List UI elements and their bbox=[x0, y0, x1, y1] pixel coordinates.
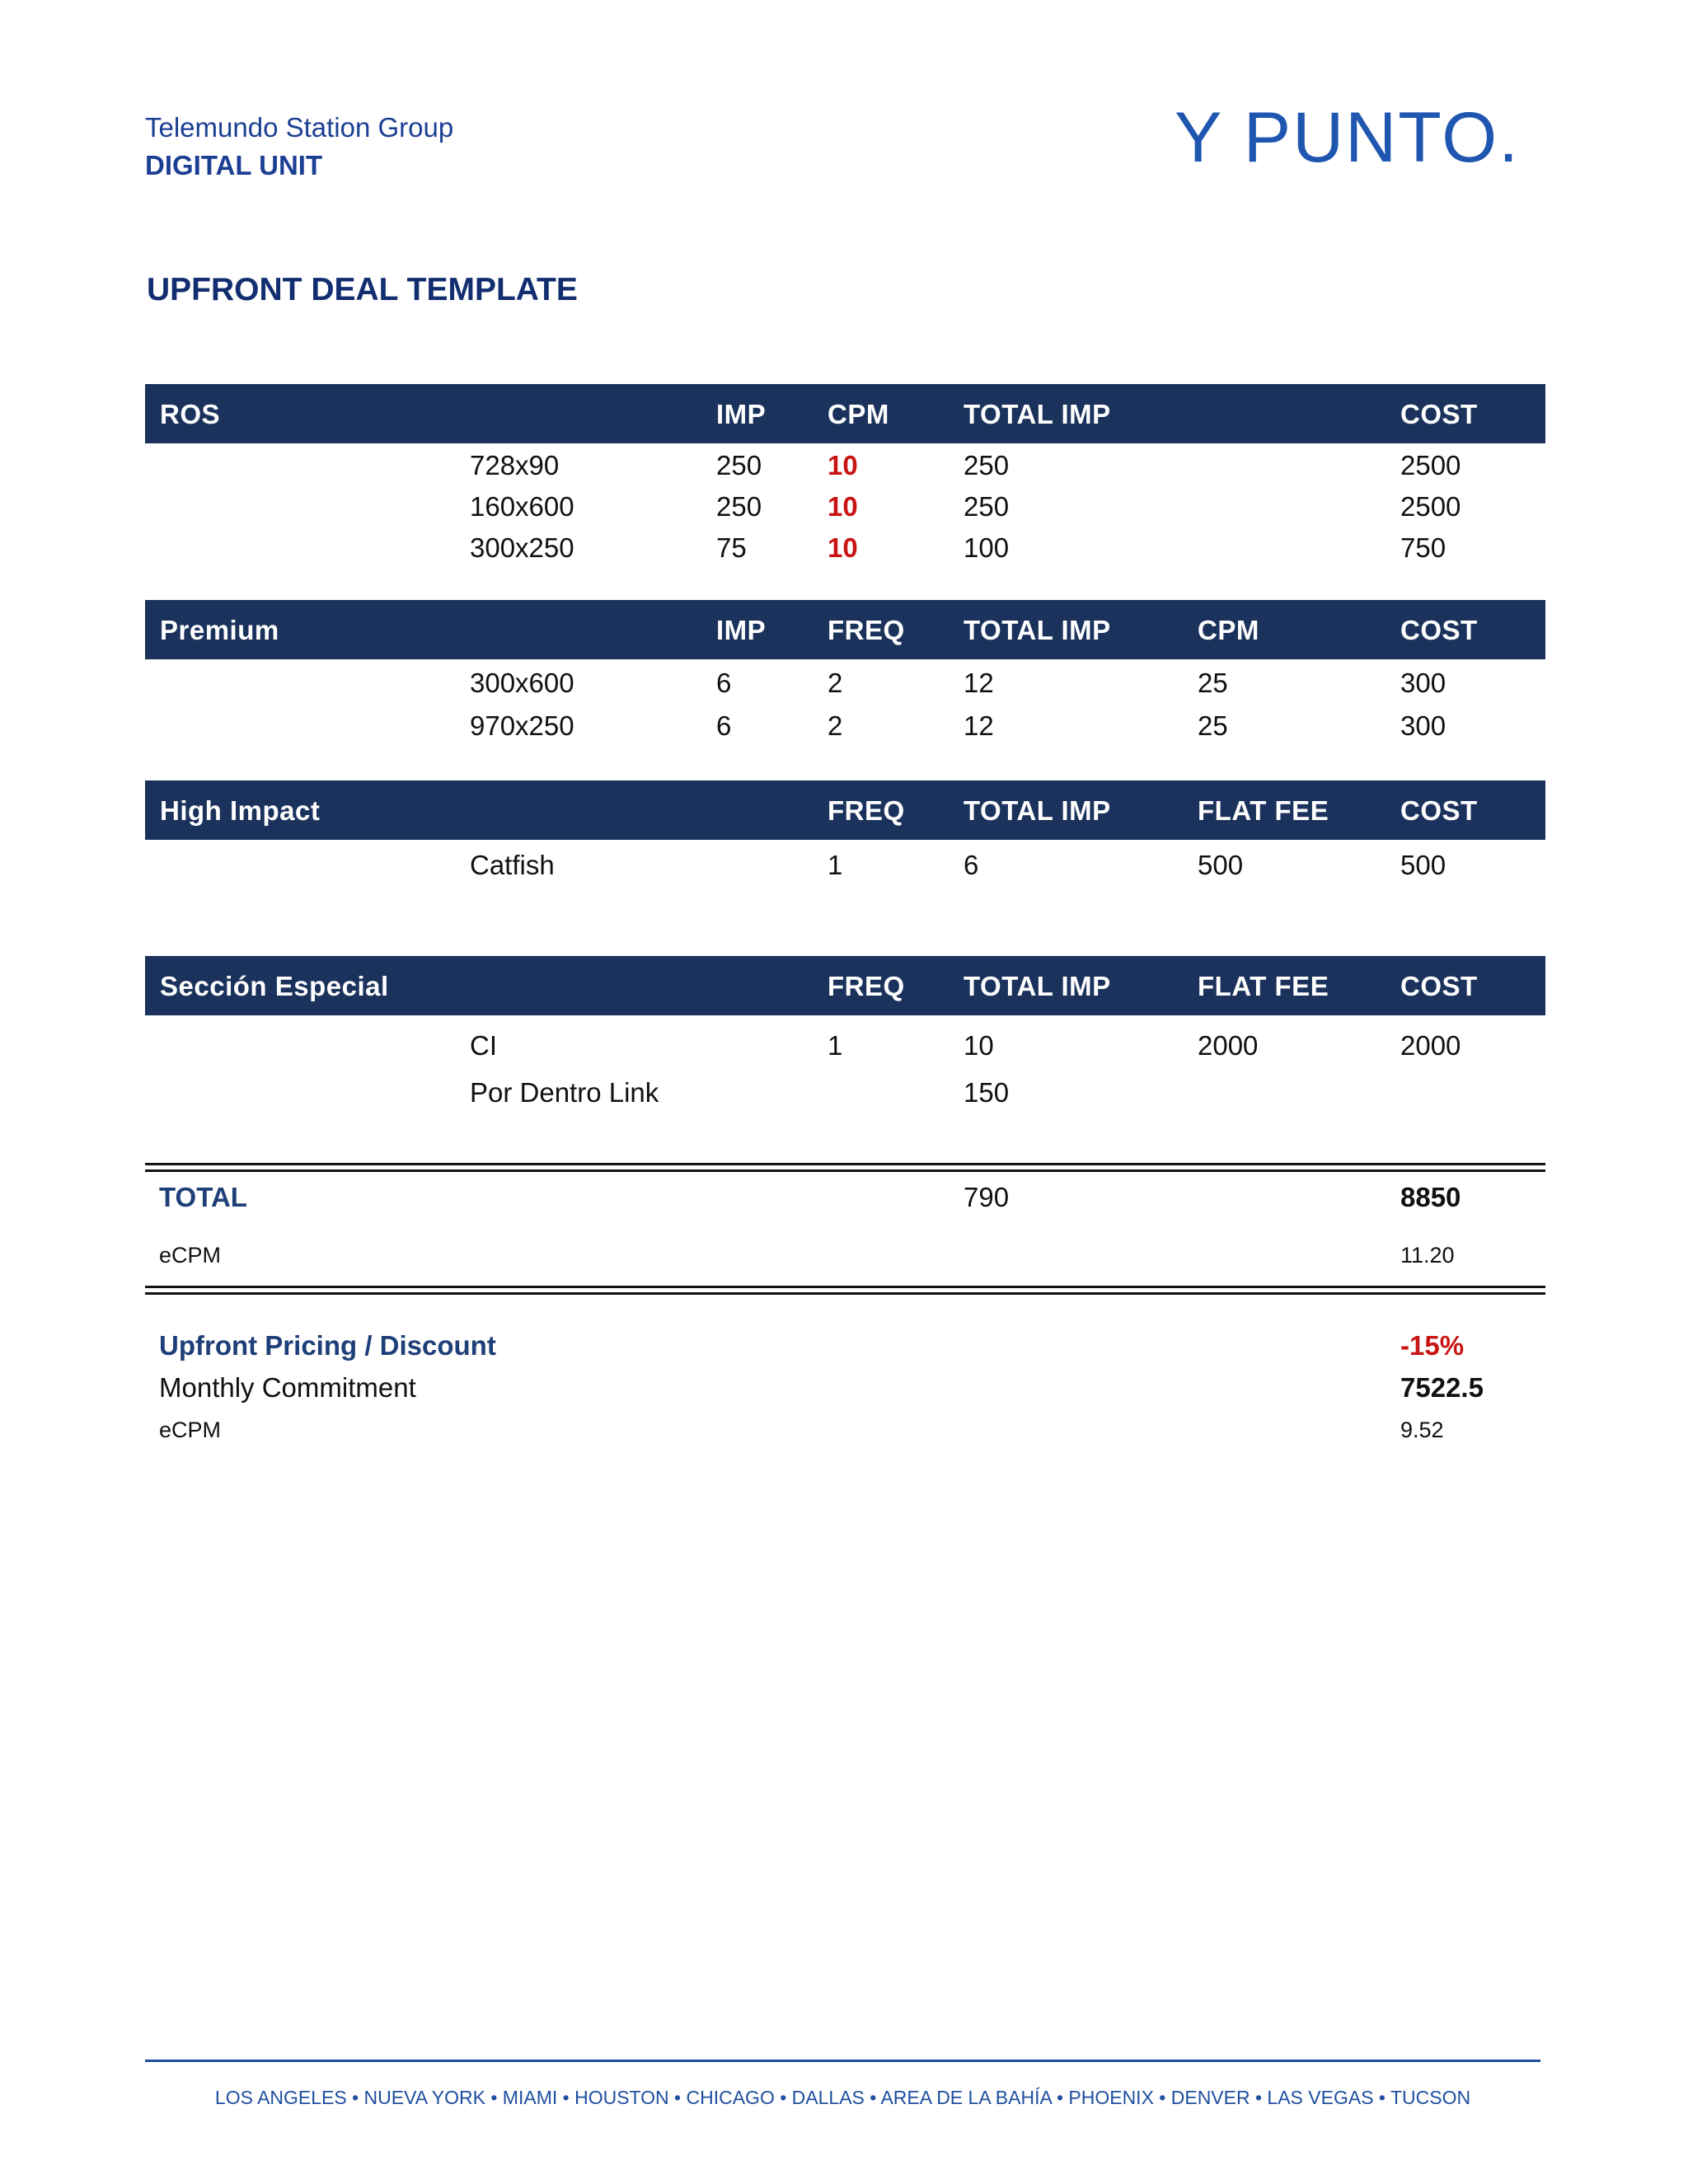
ros-header-band bbox=[145, 384, 1545, 443]
ad-size: 728x90 bbox=[470, 450, 560, 480]
cpm-value: 25 bbox=[1198, 710, 1228, 741]
premium-section-label: Premium bbox=[160, 615, 279, 645]
col-freq-header: FREQ bbox=[828, 795, 905, 826]
cpm-value: 25 bbox=[1198, 668, 1228, 698]
org-name: Telemundo Station Group bbox=[145, 112, 454, 143]
cost-value: 2500 bbox=[1400, 491, 1461, 522]
cost-value: 2500 bbox=[1400, 450, 1461, 480]
brand-logo: Y PUNTO. bbox=[1175, 98, 1521, 177]
col-total-imp-header: TOTAL IMP bbox=[964, 971, 1111, 1001]
col-freq-header: FREQ bbox=[828, 615, 905, 645]
freq-value: 2 bbox=[828, 668, 843, 698]
freq-value: 1 bbox=[828, 1030, 843, 1061]
col-freq-header: FREQ bbox=[828, 971, 905, 1001]
col-total-imp-header: TOTAL IMP bbox=[964, 615, 1111, 645]
document-title: UPFRONT DEAL TEMPLATE bbox=[147, 272, 578, 307]
cpm-value: 10 bbox=[828, 450, 858, 480]
monthly-commitment-label: Monthly Commitment bbox=[159, 1372, 416, 1403]
unit-name: DIGITAL UNIT bbox=[145, 150, 323, 180]
high-impact-header-band bbox=[145, 780, 1545, 840]
total-imp-value: 250 bbox=[964, 450, 1010, 480]
cost-value: 500 bbox=[1400, 850, 1447, 880]
total-imp-value: 100 bbox=[964, 532, 1010, 563]
total-divider-top-2 bbox=[145, 1169, 1545, 1172]
total-imp-value: 6 bbox=[964, 850, 979, 880]
cost-value: 300 bbox=[1400, 710, 1447, 741]
total-imp-value: 12 bbox=[964, 710, 994, 741]
total-divider-bottom-2 bbox=[145, 1292, 1545, 1295]
placement-name: Por Dentro Link bbox=[470, 1077, 659, 1108]
placement-name: CI bbox=[470, 1030, 497, 1061]
monthly-commitment-value: 7522.5 bbox=[1400, 1372, 1484, 1403]
footer-divider bbox=[145, 2060, 1540, 2062]
upfront-pricing-label: Upfront Pricing / Discount bbox=[159, 1330, 496, 1361]
total-divider-top bbox=[145, 1163, 1545, 1165]
col-cost-header: COST bbox=[1400, 615, 1478, 645]
ad-size: 300x250 bbox=[470, 532, 574, 563]
total-imp-value: 12 bbox=[964, 668, 994, 698]
ad-size: 160x600 bbox=[470, 491, 574, 522]
imp-value: 250 bbox=[716, 491, 762, 522]
ecpm-label: eCPM bbox=[159, 1243, 222, 1268]
imp-value: 6 bbox=[716, 710, 732, 741]
high-impact-section-label: High Impact bbox=[160, 795, 321, 826]
col-cost-header: COST bbox=[1400, 971, 1478, 1001]
upfront-ecpm-label: eCPM bbox=[159, 1418, 222, 1442]
total-imp-value: 250 bbox=[964, 491, 1010, 522]
footer-cities: LOS ANGELES • NUEVA YORK • MIAMI • HOUSTON • CHICAGO • DALLAS • AREA DE LA BAHÍA • PHOENIX • DENVER • LAS VEGAS • TUCSON bbox=[214, 2087, 1471, 2108]
total-divider-bottom bbox=[145, 1286, 1545, 1288]
col-total-imp-header: TOTAL IMP bbox=[964, 399, 1111, 429]
flat-fee-value: 500 bbox=[1198, 850, 1244, 880]
imp-value: 75 bbox=[716, 532, 747, 563]
ros-section-label: ROS bbox=[160, 399, 221, 429]
premium-header-band bbox=[145, 600, 1545, 659]
col-cost-header: COST bbox=[1400, 795, 1478, 826]
placement-name: Catfish bbox=[470, 850, 555, 880]
ecpm-value: 11.20 bbox=[1400, 1243, 1455, 1268]
ad-size: 300x600 bbox=[470, 668, 574, 698]
col-imp-header: IMP bbox=[716, 615, 767, 645]
freq-value: 2 bbox=[828, 710, 843, 741]
cpm-value: 10 bbox=[828, 532, 858, 563]
total-cost-sum: 8850 bbox=[1400, 1182, 1461, 1212]
ad-size: 970x250 bbox=[470, 710, 574, 741]
col-cost-header: COST bbox=[1400, 399, 1478, 429]
flat-fee-value: 2000 bbox=[1198, 1030, 1259, 1061]
cost-value: 750 bbox=[1400, 532, 1447, 563]
col-total-imp-header: TOTAL IMP bbox=[964, 795, 1111, 826]
imp-value: 6 bbox=[716, 668, 732, 698]
upfront-ecpm-value: 9.52 bbox=[1400, 1418, 1444, 1442]
seccion-especial-header-band bbox=[145, 956, 1545, 1015]
col-flat-fee-header: FLAT FEE bbox=[1198, 795, 1329, 826]
total-imp-value: 150 bbox=[964, 1077, 1010, 1108]
cpm-value: 10 bbox=[828, 491, 858, 522]
total-label: TOTAL bbox=[159, 1182, 247, 1212]
col-cpm-header: CPM bbox=[828, 399, 889, 429]
total-imp-sum: 790 bbox=[964, 1182, 1010, 1212]
cost-value: 300 bbox=[1400, 668, 1447, 698]
total-imp-value: 10 bbox=[964, 1030, 994, 1061]
col-imp-header: IMP bbox=[716, 399, 767, 429]
cost-value: 2000 bbox=[1400, 1030, 1461, 1061]
freq-value: 1 bbox=[828, 850, 843, 880]
seccion-especial-section-label: Sección Especial bbox=[160, 971, 389, 1001]
discount-value: -15% bbox=[1400, 1330, 1465, 1361]
imp-value: 250 bbox=[716, 450, 762, 480]
col-flat-fee-header: FLAT FEE bbox=[1198, 971, 1329, 1001]
col-cpm-header: CPM bbox=[1198, 615, 1259, 645]
